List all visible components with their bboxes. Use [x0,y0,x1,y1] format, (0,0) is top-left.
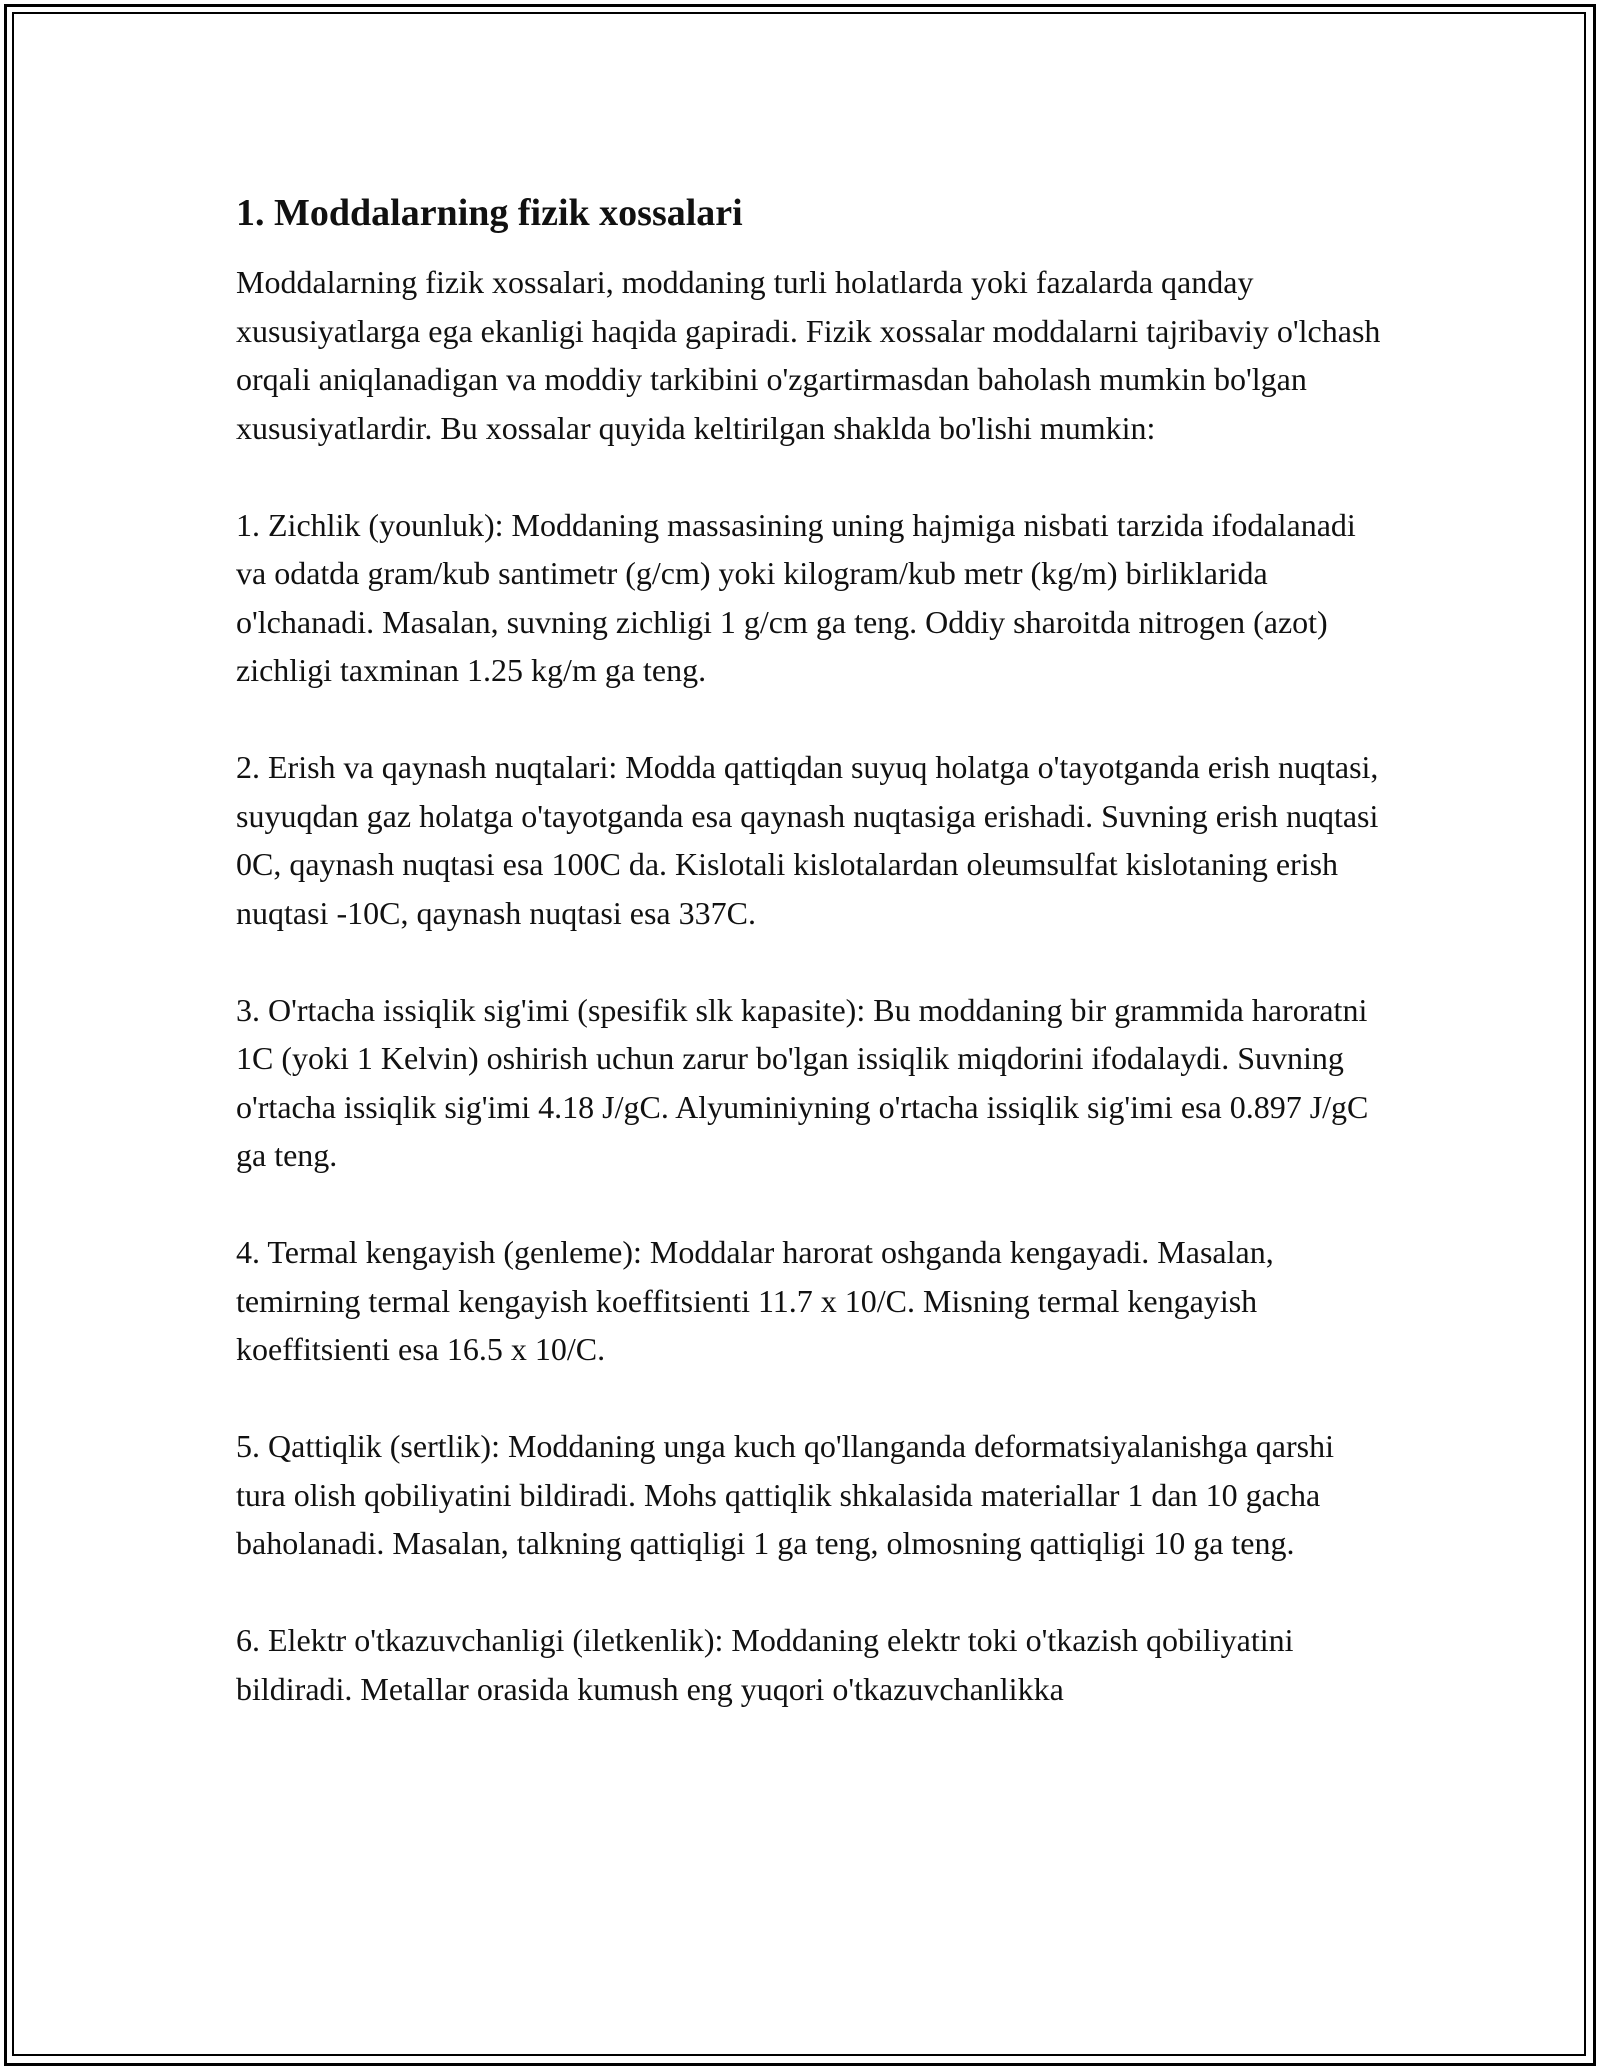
hardness-paragraph: 5. Qattiqlik (sertlik): Moddaning unga kuch qo'llanganda deformatsiyalanishga qarshi tura olish qobiliyatini bildiradi. Mohs qattiqlik shkalasida materiallar 1 dan 10 gacha baholanadi. Masalan, talkning qattiqligi 1 ga teng, olmosning qattiqligi 10 ga teng. [236,1428,1334,1561]
document-body [236,188,1386,1762]
density-paragraph: 1. Zichlik (younluk): Moddaning massasining uning hajmiga nisbati tarzida ifodalanadi va odatda gram/kub santimetr (g/cm) yoki kilogram/kub metr (kg/m) birliklarida o'lchanadi. Masalan, suvning zichligi 1 g/cm ga teng. Oddiy sharoitda nitrogen (azot) zichligi taxminan 1.25 kg/m ga teng. [236,506,1356,688]
intro-paragraph: Moddalarning fizik xossalari, moddaning turli holatlarda yoki fazalarda qanday xususiyatlarga ega ekanligi haqida gapiradi. Fizik xossalar moddalarni tajribaviy o'lchash orqali aniqlanadigan va moddiy tarkibini o'zgartirmasdan baholash mumkin bo'lgan xususiyatlardir. Bu xossalar quyida keltirilgan shaklda bo'lishi mumkin: [236,264,1381,446]
melting-boiling-paragraph: 2. Erish va qaynash nuqtalari: Modda qattiqdan suyuq holatga o'tayotganda erish nuqtasi, suyuqdan gaz holatga o'tayotganda esa qaynash nuqtasiga erishadi. Suvning erish nuqtasi 0C, qaynash nuqtasi esa 100C da. Kislotali kislotalardan oleumsulfat kislotaning erish nuqtasi -10C, qaynash nuqtasi esa 337C. [236,749,1379,931]
conductivity-paragraph: 6. Elektr o'tkazuvchanligi (iletkenlik): Moddaning elektr toki o'tkazish qobiliyatini bildiradi. Metallar orasida kumush eng yuqori o'tkazuvchanlikka [236,1622,1294,1707]
specific-heat-paragraph: 3. O'rtacha issiqlik sig'imi (spesifik slk kapasite): Bu moddaning bir grammida haroratni 1C (yoki 1 Kelvin) oshirish uchun zarur bo'lgan issiqlik miqdorini ifodalaydi. Suvning o'rtacha issiqlik sig'imi 4.18 J/gC. Alyuminiyning o'rtacha issiqlik sig'imi esa 0.897 J/gC ga teng. [236,991,1369,1173]
section-heading: 1. Moddalarning fizik xossalari [236,192,743,234]
thermal-expansion-paragraph: 4. Termal kengayish (genleme): Moddalar harorat oshganda kengayadi. Masalan, temirning termal kengayish koeffitsienti 11.7 x 10/C. Misning termal kengayish koeffitsienti esa 16.5 x 10/C. [236,1234,1274,1367]
